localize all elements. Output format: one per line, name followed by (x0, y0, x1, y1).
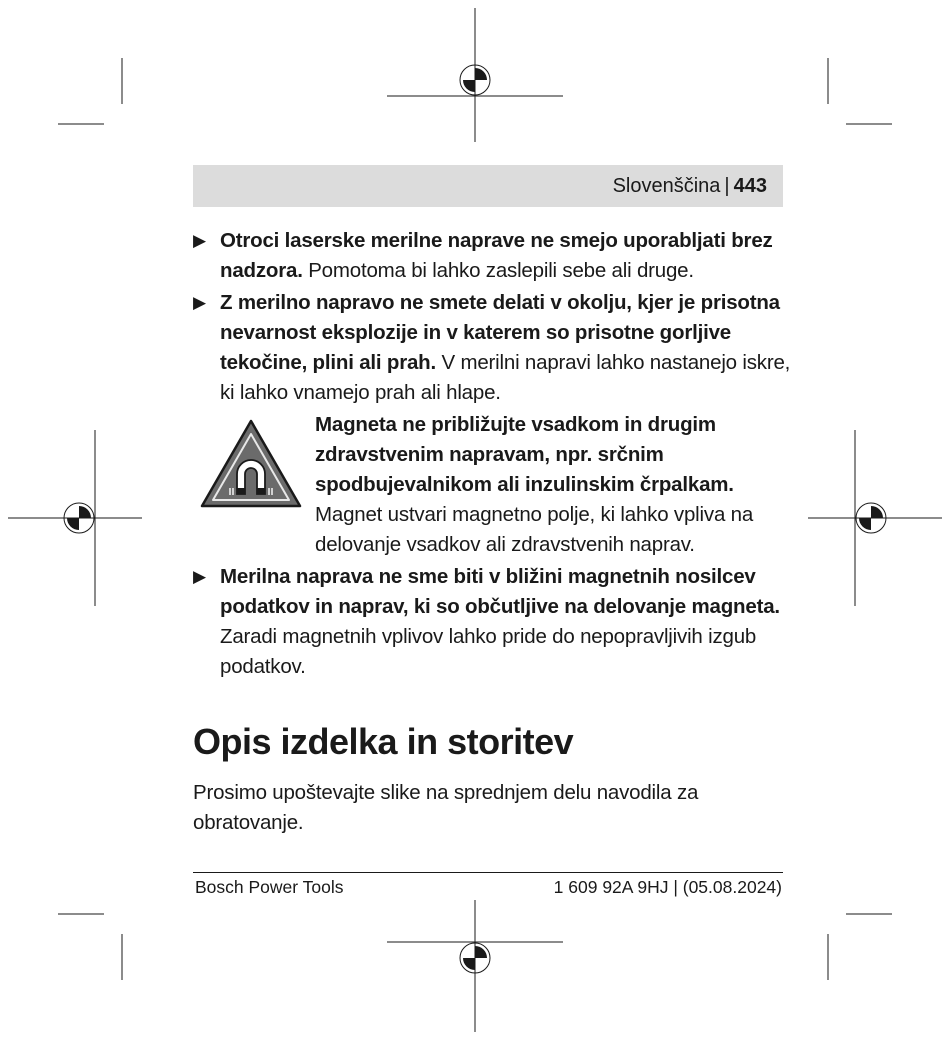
header-text (613, 175, 767, 197)
safety-bullet-explosion (193, 288, 793, 408)
footer-divider (193, 872, 783, 873)
footer-publisher: Bosch Power Tools (195, 877, 344, 897)
bullet-arrow-icon: ▶ (193, 231, 206, 250)
header-separator: | (724, 175, 730, 197)
bullet-bold-text: Z merilno napravo ne smete delati v okolju, kjer je prisotna nevarnost eksplozije in v katerem so prisotne gorljive tekočine, plini ali prah. (220, 291, 780, 374)
page-content (193, 226, 793, 838)
bullet-bold-text: Otroci laserske merilne naprave ne smejo uporabljati brez nadzora. (220, 229, 773, 282)
magnet-warning-icon (199, 418, 303, 510)
page-number: 443 (733, 175, 767, 197)
bullet-bold-text: Merilna naprava ne sme biti v bližini magnetnih nosilcev podatkov in naprav, ki so občutljive na delovanje magneta. (220, 565, 780, 618)
page-header (193, 165, 783, 207)
bullet-arrow-icon: ▶ (193, 293, 206, 312)
magnet-warning-text: Magnet ustvari magnetno polje, ki lahko vpliva na delovanje vsadkov ali zdravstvenih naprav. (315, 503, 754, 556)
bullet-arrow-icon: ▶ (193, 567, 206, 586)
bullet-text: Zaradi magnetnih vplivov lahko pride do nepopravljivih izgub podatkov. (220, 625, 757, 678)
bullet-text: Pomotoma bi lahko zaslepili sebe ali druge. (302, 259, 694, 282)
magnet-warning-block (193, 410, 793, 560)
section-title: Opis izdelka in storitev (193, 721, 574, 762)
magnet-warning-bold-text: Magneta ne približujte vsadkom in drugim zdravstvenim napravam, npr. srčnim spodbujevalnikom ali inzulinskim črpalkam. (315, 413, 734, 496)
safety-bullet-children (193, 226, 793, 286)
section-body: Prosimo upoštevajte slike na sprednjem delu navodila za obratovanje. (193, 781, 699, 834)
safety-bullet-magnetic-data (193, 562, 793, 682)
footer-doc-id: 1 609 92A 9HJ | (05.08.2024) (553, 877, 782, 897)
bullet-text: V merilni napravi lahko nastanejo iskre, ki lahko vnamejo prah ali hlape. (220, 351, 791, 404)
header-language: Slovenščina (612, 175, 721, 197)
